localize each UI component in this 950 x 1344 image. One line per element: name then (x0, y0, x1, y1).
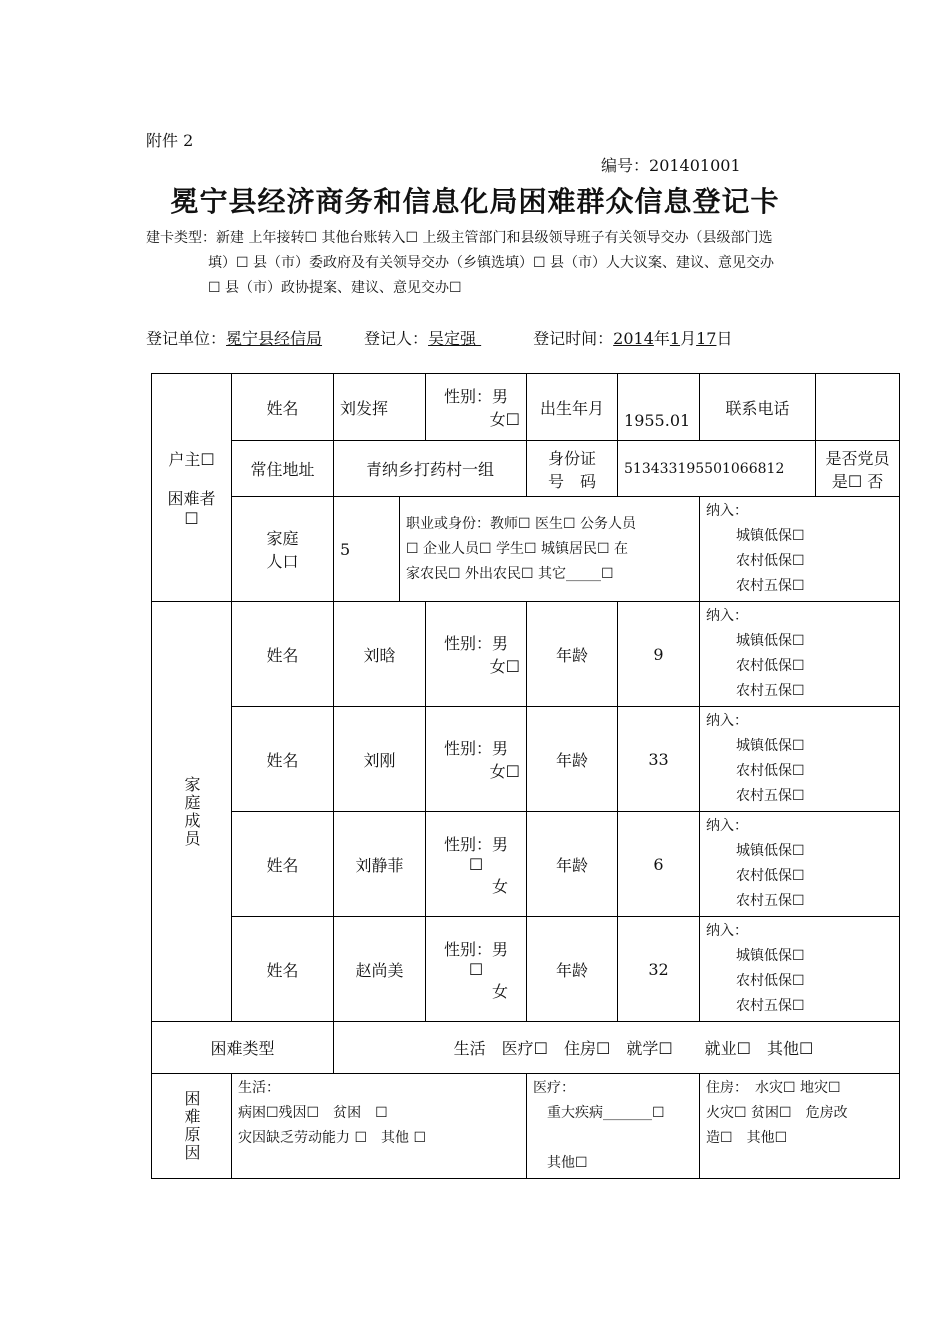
hh-occupation-line3: 家农民☐ 外出农民☐ 其它_____☐ (406, 565, 614, 582)
hh-family-size-label-1: 家庭 (266, 529, 299, 548)
fm-gender-line1: 性别：男 (444, 739, 509, 758)
fm-name-value: 刘静菲 (334, 812, 426, 917)
reason-medical-title: 医疗： (533, 1080, 576, 1096)
hh-party-label: 是否党员 (825, 448, 890, 468)
fm-rural-subsidy: 农村低保☐ (736, 868, 805, 884)
hardship-person-checkbox: ☐ (184, 509, 199, 528)
reason-living (232, 1074, 527, 1179)
hh-phone-value (816, 374, 900, 441)
hh-name-value: 刘发挥 (334, 374, 426, 441)
hh-family-size-label (232, 497, 334, 602)
hh-address-value: 青纳乡打药村一组 (334, 441, 527, 497)
fm-rural-five: 农村五保☐ (736, 683, 805, 699)
reason-housing-line3: 造☐ 其他☐ (706, 1130, 788, 1146)
fm-urban-subsidy: 城镇低保☐ (736, 633, 805, 649)
fm-age-label: 年龄 (527, 812, 618, 917)
hh-phone-label: 联系电话 (700, 374, 816, 441)
difficulty-type-label: 困难类型 (152, 1022, 334, 1074)
fm-gender-line2: 女☐ (489, 762, 521, 781)
family-member-row (152, 602, 900, 707)
householder-side-label (152, 374, 232, 602)
reg-registrar-value: 吴定强 (428, 329, 482, 348)
reason-medical-line1: 重大疾病_______☐ (547, 1105, 665, 1121)
fm-rural-five: 农村五保☐ (736, 788, 805, 804)
card-type-line-3: ☐ 县（市）政协提案、建议、意见交办☐ (208, 280, 462, 296)
fm-included-label: 纳入： (706, 818, 749, 834)
fm-rural-five: 农村五保☐ (736, 998, 805, 1014)
fm-name-label: 姓名 (232, 707, 334, 812)
hh-rural-subsidy: 农村低保☐ (736, 553, 805, 569)
hh-occupation (400, 497, 700, 602)
family-member-row (152, 707, 900, 812)
reason-medical (527, 1074, 700, 1179)
reg-month-suffix: 月 (680, 329, 697, 348)
hh-rural-five: 农村五保☐ (736, 578, 805, 594)
reason-housing-line2: 火灾☐ 贫困☐ 危房改 (706, 1105, 848, 1121)
reg-day-suffix: 日 (716, 329, 733, 348)
registration-card-table (151, 373, 900, 1179)
reg-unit-value: 冕宁县经信局 (226, 329, 323, 348)
family-member-row (152, 812, 900, 917)
fm-age-value: 9 (618, 602, 700, 707)
reason-housing (700, 1074, 900, 1179)
reason-housing-line1: 住房： 水灾☐ 地灾☐ (706, 1080, 841, 1096)
fm-rural-subsidy: 农村低保☐ (736, 973, 805, 989)
fm-rural-subsidy: 农村低保☐ (736, 763, 805, 779)
fm-included-label: 纳入： (706, 923, 749, 939)
fm-gender-line1: 性别：男 (444, 939, 509, 959)
fm-gender-line3: 女 (492, 876, 509, 896)
reg-unit-label: 登记单位： (146, 329, 227, 348)
hh-included (700, 497, 900, 602)
fm-gender-line2: ☐ (468, 959, 484, 979)
serial-number (601, 153, 741, 176)
hh-birth-value: 1955.01 (618, 374, 700, 441)
reg-year-suffix: 年 (653, 329, 670, 348)
hh-name-label: 姓名 (232, 374, 334, 441)
hh-id-label-line1: 身份证 (548, 448, 597, 468)
fm-rural-subsidy: 农村低保☐ (736, 658, 805, 674)
fm-included (700, 812, 900, 917)
fm-age-label: 年龄 (527, 917, 618, 1022)
card-type-line-1: 建卡类型：新建 上年接转☐ 其他台账转入☐ 上级主管部门和县级领导班子有关领导交办（县级部门选 (146, 230, 773, 246)
fm-name-value: 赵尚美 (334, 917, 426, 1022)
fm-gender-line1: 性别：男 (444, 634, 509, 653)
fm-gender (426, 812, 527, 917)
hh-party (816, 441, 900, 497)
family-member-row (152, 917, 900, 1022)
fm-included-label: 纳入： (706, 608, 749, 624)
fm-name-label: 姓名 (232, 917, 334, 1022)
fm-gender-line3: 女 (492, 981, 509, 1001)
reason-living-line2: 灾因缺乏劳动能力 ☐ 其他 ☐ (238, 1130, 427, 1146)
hh-urban-subsidy: 城镇低保☐ (736, 528, 805, 544)
fm-included (700, 602, 900, 707)
reg-year: 2014 (613, 329, 654, 348)
fm-gender-line1: 性别：男 (444, 834, 509, 854)
fm-name-value: 刘晗 (334, 602, 426, 707)
hh-gender-line1: 性别：男 (444, 387, 509, 406)
attachment-label: 附件 2 (146, 131, 194, 150)
householder-checkbox-label: 户主☐ (168, 450, 215, 469)
hh-party-options: 是☐ 否 (831, 471, 884, 491)
serial-value: 201401001 (649, 156, 741, 175)
reg-registrar-label: 登记人： (364, 329, 429, 348)
family-side-label-text: 家庭成员 (182, 775, 201, 848)
fm-urban-subsidy: 城镇低保☐ (736, 738, 805, 754)
hh-gender-line2: 女☐ (489, 410, 521, 429)
hh-id-value: 513433195501066812 (618, 441, 816, 497)
fm-gender-line2: ☐ (468, 854, 484, 874)
fm-rural-five: 农村五保☐ (736, 893, 805, 909)
fm-gender (426, 707, 527, 812)
card-type-line-2: 填）☐ 县（市）委政府及有关领导交办（乡镇选填）☐ 县（市）人大议案、建议、意见交办 (208, 255, 774, 271)
hh-occupation-line1: 职业或身份：教师☐ 医生☐ 公务人员 (406, 515, 637, 532)
hh-gender (426, 374, 527, 441)
hh-id-label (527, 441, 618, 497)
hh-family-size-value: 5 (334, 497, 400, 602)
page-title: 冕宁县经济商务和信息化局困难群众信息登记卡 (170, 185, 780, 218)
fm-included-label: 纳入： (706, 713, 749, 729)
hh-address-label: 常住地址 (232, 441, 334, 497)
difficulty-reason-label-text: 困难原因 (182, 1090, 201, 1162)
family-side-label (152, 602, 232, 1022)
hh-occupation-line2: ☐ 企业人员☐ 学生☐ 城镇居民☐ 在 (406, 540, 629, 557)
fm-name-label: 姓名 (232, 602, 334, 707)
fm-name-value: 刘刚 (334, 707, 426, 812)
fm-age-label: 年龄 (527, 707, 618, 812)
difficulty-reason-label (152, 1074, 232, 1179)
hh-included-label: 纳入： (706, 503, 749, 519)
fm-age-value: 32 (618, 917, 700, 1022)
hh-family-size-label-2: 人口 (266, 552, 299, 571)
fm-included (700, 917, 900, 1022)
reason-living-title: 生活： (238, 1080, 280, 1096)
fm-age-value: 33 (618, 707, 700, 812)
serial-label: 编号： (601, 156, 650, 175)
reg-month: 1 (669, 329, 681, 348)
hh-id-label-line2: 号 码 (548, 471, 597, 491)
fm-gender (426, 917, 527, 1022)
fm-gender-line2: 女☐ (489, 657, 521, 676)
fm-urban-subsidy: 城镇低保☐ (736, 843, 805, 859)
reg-day: 17 (696, 329, 717, 348)
fm-urban-subsidy: 城镇低保☐ (736, 948, 805, 964)
difficulty-type-options: 生活 医疗☐ 住房☐ 就学☐ 就业☐ 其他☐ (334, 1022, 900, 1074)
reg-time-label: 登记时间： (533, 329, 614, 348)
fm-age-label: 年龄 (527, 602, 618, 707)
fm-included (700, 707, 900, 812)
fm-age-value: 6 (618, 812, 700, 917)
fm-name-label: 姓名 (232, 812, 334, 917)
fm-gender (426, 602, 527, 707)
hardship-person-label: 困难者 (167, 489, 216, 508)
hh-birth-label: 出生年月 (527, 374, 618, 441)
reason-living-line1: 病困☐残因☐ 贫困 ☐ (238, 1105, 388, 1121)
reason-medical-line2: 其他☐ (547, 1155, 588, 1171)
registration-line (146, 326, 732, 349)
